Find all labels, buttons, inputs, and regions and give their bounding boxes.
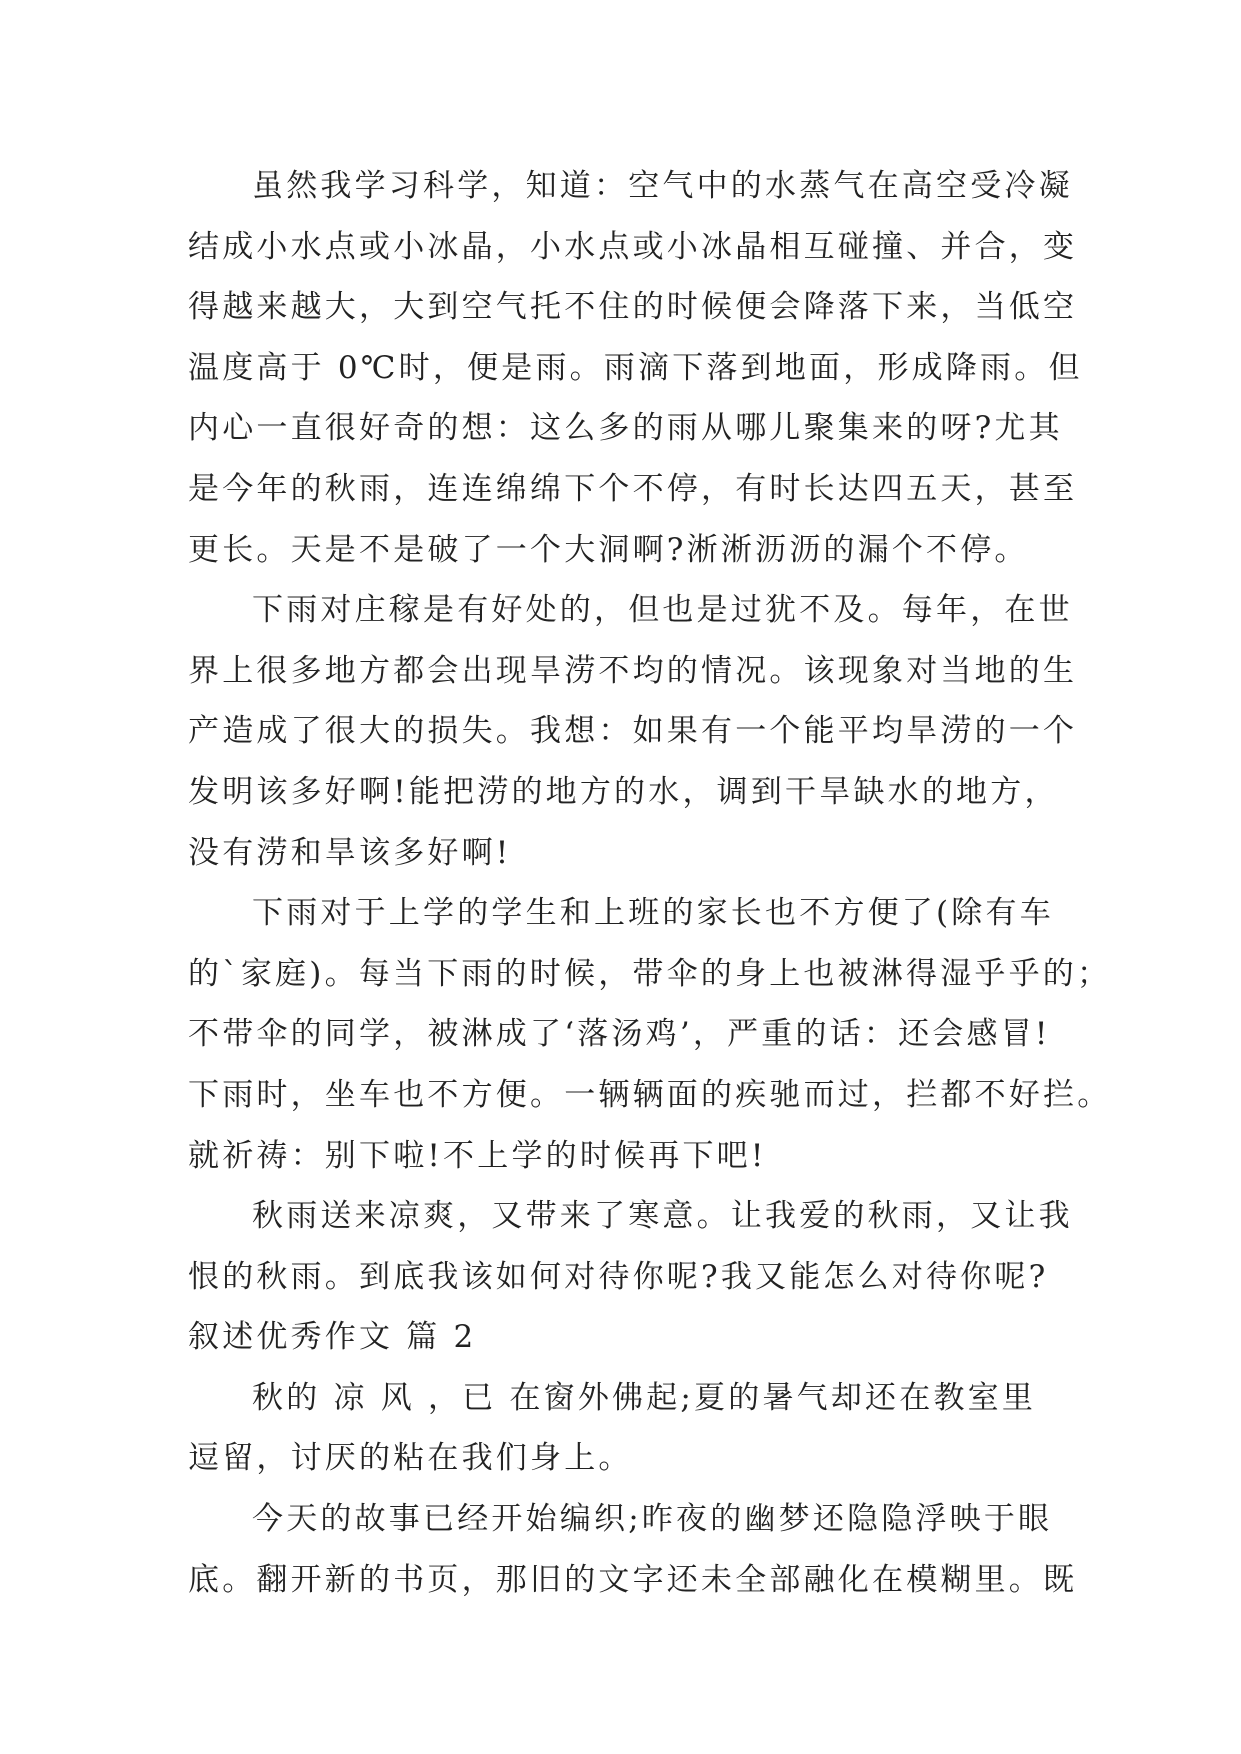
- paragraph-line: 逗留，讨厌的粘在我们身上。: [188, 1440, 633, 1477]
- paragraph-line: 下雨对于上学的学生和上班的家长也不方便了(除有车: [252, 895, 1054, 932]
- paragraph-line: 就祈祷：别下啦!不上学的时候再下吧!: [188, 1137, 767, 1174]
- paragraph-line: 不带伞的同学，被淋成了‘落汤鸡’，严重的话：还会感冒!: [188, 1016, 1051, 1053]
- paragraph-line: 下雨对庄稼是有好处的，但也是过犹不及。每年，在世: [252, 592, 1073, 629]
- paragraph-line: 得越来越大，大到空气托不住的时候便会降落下来，当低空: [188, 289, 1078, 326]
- paragraph-line: 下雨时，坐车也不方便。一辆辆面的疾驰而过，拦都不好拦。: [188, 1076, 1112, 1113]
- paragraph-line: 是今年的秋雨，连连绵绵下个不停，有时长达四五天，甚至: [188, 470, 1078, 507]
- paragraph-line: 底。翻开新的书页，那旧的文字还未全部融化在模糊里。既: [188, 1561, 1078, 1598]
- paragraph-line: 产造成了很大的损失。我想：如果有一个能平均旱涝的一个: [188, 713, 1078, 750]
- paragraph-line: 恨的秋雨。到底我该如何对待你呢?我又能怎么对待你呢?: [188, 1258, 1049, 1295]
- paragraph-line: 没有涝和旱该多好啊!: [188, 834, 512, 871]
- paragraph-line: 今天的故事已经开始编织;昨夜的幽梦还隐隐浮映于眼: [252, 1501, 1053, 1538]
- paragraph-line: 内心一直很好奇的想：这么多的雨从哪儿聚集来的呀?尤其: [188, 410, 1063, 447]
- paragraph-line: 温度高于 0℃时，便是雨。雨滴下落到地面，形成降雨。但: [188, 349, 1083, 386]
- paragraph-line: 界上很多地方都会出现旱涝不均的情况。该现象对当地的生: [188, 652, 1078, 689]
- paragraph-line: 发明该多好啊!能把涝的地方的水，调到干旱缺水的地方，: [188, 773, 1059, 810]
- paragraph-line: 虽然我学习科学，知道：空气中的水蒸气在高空受冷凝: [252, 168, 1073, 204]
- paragraph-line: 秋雨送来凉爽，又带来了寒意。让我爱的秋雨，又让我: [252, 1198, 1073, 1235]
- paragraph-line: 结成小水点或小冰晶，小水点或小冰晶相互碰撞、并合，变: [188, 228, 1078, 265]
- paragraph-line: 更长。天是不是破了一个大洞啊?淅淅沥沥的漏个不停。: [188, 531, 1029, 568]
- paragraph-line: 秋的 凉 风 ，已 在窗外佛起;夏的暑气却还在教室里: [252, 1379, 1037, 1416]
- document-body: [188, 156, 1112, 1610]
- paragraph-line: 的`家庭)。每当下雨的时候，带伞的身上也被淋得湿乎乎的；: [188, 955, 1112, 992]
- section-heading: 叙述优秀作文 篇 2: [188, 1319, 477, 1356]
